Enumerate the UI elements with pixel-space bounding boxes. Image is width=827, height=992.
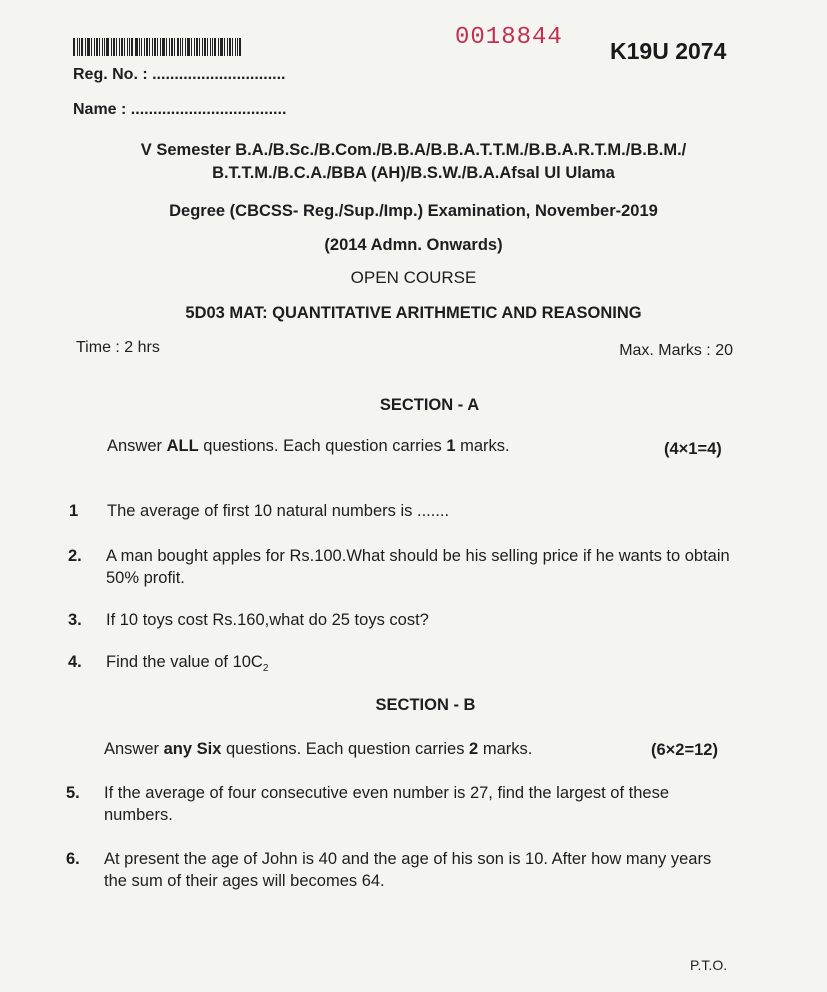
barcode-bar: [235, 38, 236, 56]
question-text: If the average of four consecutive even number is 27, find the largest of these numbers.: [104, 784, 670, 824]
barcode-bar: [177, 38, 179, 56]
barcode-bar: [73, 38, 75, 56]
barcode-bar: [79, 38, 80, 56]
barcode-bar: [224, 38, 225, 56]
barcode-image: [73, 38, 245, 56]
title-line-1: V Semester B.A./B.Sc./B.Com./B.B.A/B.B.A.T.T.M./B.B.A.R.T.M./B.B.M./: [140, 141, 687, 159]
question-text: A man bought apples for Rs.100.What should be his selling price if he wants to obtain 50% profit.: [106, 547, 730, 587]
barcode-bar: [81, 38, 83, 56]
barcode-bar: [218, 38, 219, 56]
subscript: 2: [262, 663, 269, 674]
barcode-bar: [119, 38, 120, 56]
name-field: Name : ...................................: [73, 101, 287, 118]
barcode-bar: [207, 38, 208, 56]
barcode-bar: [131, 38, 133, 56]
paper-code: K19U 2074: [610, 38, 727, 64]
max-marks: Max. Marks : 20: [619, 342, 733, 359]
barcode-bar: [212, 38, 213, 56]
barcode-bar: [171, 38, 173, 56]
section-b-title: SECTION - B: [375, 696, 476, 714]
barcode-bar: [94, 38, 95, 56]
barcode-bar: [191, 38, 192, 56]
barcode-bar: [139, 38, 140, 56]
pto-label: P.T.O.: [690, 957, 728, 973]
barcode-bar: [199, 38, 200, 56]
title-line-6: 5D03 MAT: QUANTITATIVE ARITHMETIC AND REASONING: [185, 304, 642, 322]
section-a-instructions: Answer ALL questions. Each question carries 1 marks.: [107, 437, 510, 455]
title-line-2: B.T.T.M./B.C.A./BBA (AH)/B.S.W./B.A.Afsal Ul Ulama: [212, 164, 615, 182]
barcode-bar: [210, 38, 211, 56]
barcode-bar: [220, 38, 223, 56]
barcode-bar: [152, 38, 153, 56]
barcode-bar: [127, 38, 128, 56]
barcode-bar: [106, 38, 109, 56]
question-text: If 10 toys cost Rs.160,what do 25 toys cost?: [106, 611, 429, 629]
barcode-bar: [237, 38, 238, 56]
barcode-bar: [85, 38, 86, 56]
barcode-bar: [96, 38, 98, 56]
question-text: At present the age of John is 40 and the age of his son is 10. After how many years the sum of their ages will becomes 64.: [104, 850, 712, 890]
barcode-bar: [157, 38, 158, 56]
section-a-allocation: (4×1=4): [664, 440, 722, 458]
barcode-bar: [180, 38, 181, 56]
barcode-bar: [87, 38, 90, 56]
barcode-bar: [124, 38, 125, 56]
barcode-bar: [121, 38, 123, 56]
barcode-bar: [162, 38, 165, 56]
barcode-bar: [229, 38, 231, 56]
barcode-bar: [154, 38, 156, 56]
barcode-bar: [149, 38, 150, 56]
question-text: The average of first 10 natural numbers is .......: [107, 502, 450, 520]
barcode-bar: [174, 38, 175, 56]
barcode-bar: [135, 38, 138, 56]
barcode-bar: [104, 38, 105, 56]
question-number: 4.: [68, 653, 82, 671]
barcode-bar: [116, 38, 117, 56]
question-number: 3.: [68, 611, 82, 629]
barcode-bar: [232, 38, 233, 56]
barcode-bar: [239, 38, 241, 56]
title-line-4: (2014 Admn. Onwards): [324, 236, 503, 254]
reg-no-field: Reg. No. : ..............................: [73, 66, 286, 83]
barcode-bar: [202, 38, 203, 56]
barcode-bar: [204, 38, 206, 56]
barcode-bar: [102, 38, 103, 56]
barcode-bar: [144, 38, 145, 56]
barcode-bar: [111, 38, 112, 56]
serial-number: 0018844: [455, 24, 563, 51]
barcode-bar: [182, 38, 183, 56]
barcode-bar: [214, 38, 216, 56]
exam-time: Time : 2 hrs: [76, 339, 160, 356]
barcode-bar: [227, 38, 228, 56]
title-line-5: OPEN COURSE: [350, 268, 477, 287]
barcode-bar: [129, 38, 130, 56]
question-number: 6.: [66, 850, 80, 868]
barcode-bar: [187, 38, 190, 56]
barcode-bar: [194, 38, 195, 56]
barcode-bar: [77, 38, 78, 56]
barcode-bar: [169, 38, 170, 56]
barcode-bar: [146, 38, 148, 56]
barcode-bar: [196, 38, 198, 56]
title-line-3: Degree (CBCSS- Reg./Sup./Imp.) Examination, November-2019: [169, 202, 658, 220]
barcode-bar: [185, 38, 186, 56]
question-number: 5.: [66, 784, 80, 802]
barcode-bar: [91, 38, 92, 56]
barcode-bar: [99, 38, 100, 56]
question-number: 2.: [68, 547, 82, 565]
barcode-bar: [160, 38, 161, 56]
barcode-bar: [166, 38, 167, 56]
section-b-instructions: Answer any Six questions. Each question carries 2 marks.: [104, 740, 533, 758]
section-a-title: SECTION - A: [379, 396, 480, 414]
barcode-bar: [113, 38, 115, 56]
section-b-allocation: (6×2=12): [651, 741, 718, 759]
question-number: 1: [69, 502, 79, 520]
question-text: Find the value of $10C_2$: [106, 653, 269, 674]
barcode-bar: [141, 38, 142, 56]
